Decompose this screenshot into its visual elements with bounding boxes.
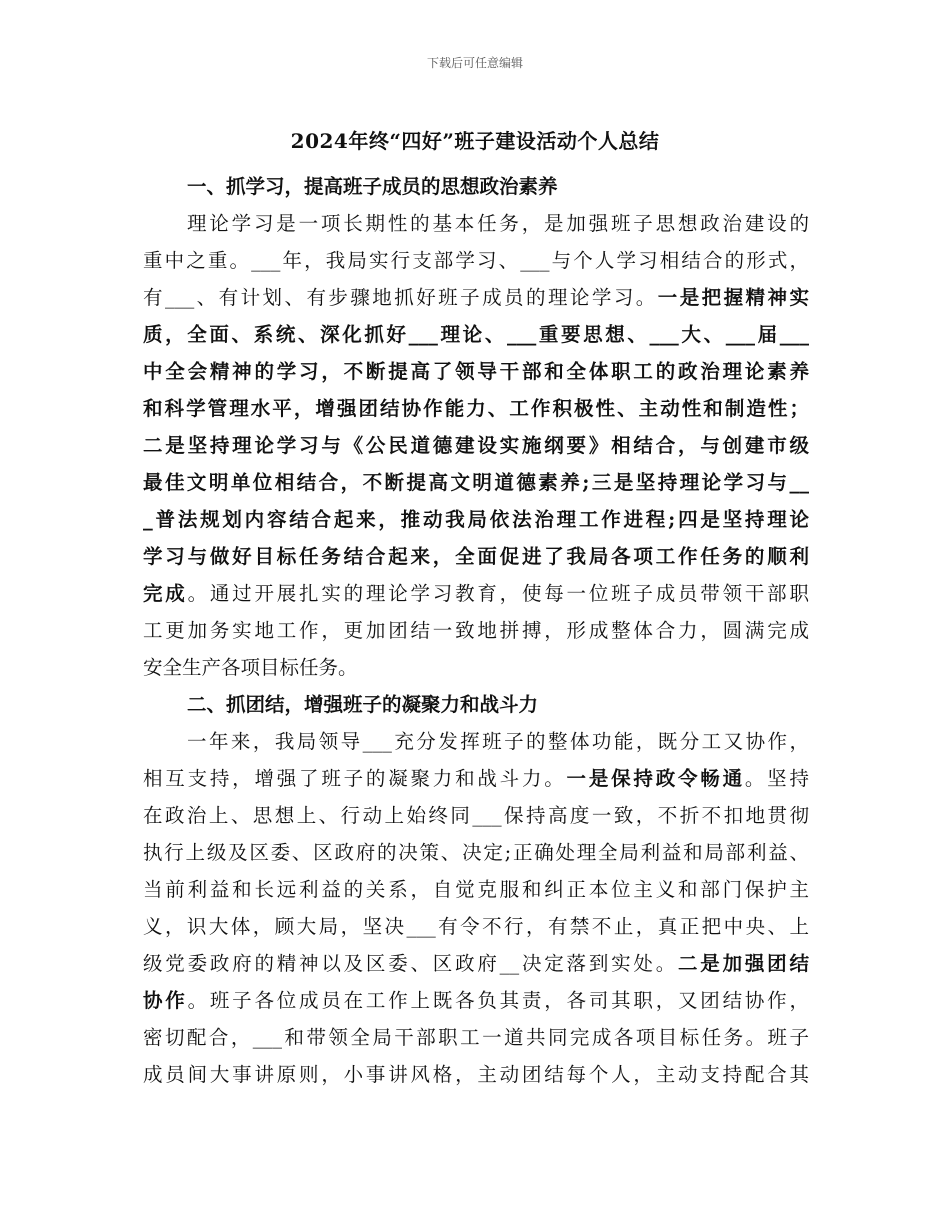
paragraph-line [143, 612, 809, 649]
bold-text-segment: 协作 [143, 989, 188, 1012]
paragraph-line [143, 908, 809, 945]
text-segment: 义，识大体，顾大局，坚决___有令不行，有禁不止，真正把中央、上 [143, 915, 809, 938]
paragraph-line [143, 871, 809, 908]
paragraph-line [143, 242, 809, 279]
text-segment: 执行上级及区委、区政府的决策、决定;正确处理全局利益和局部利益、 [143, 841, 809, 864]
section-heading [143, 168, 809, 205]
text-segment: 工更加务实地工作，更加团结一致地拼搏，形成整体合力，圆满完成 [143, 619, 809, 642]
paragraph-line [143, 538, 809, 575]
text-segment: 密切配合，___和带领全局干部职工一道共同完成各项目标任务。班子 [143, 1026, 809, 1049]
paragraph-line [143, 501, 809, 538]
bold-text-segment: 一是保持政令畅通 [566, 767, 745, 790]
paragraph-line [143, 945, 809, 982]
text-segment: 一年来，我局领导___充分发挥班子的整体功能，既分工又协作， [187, 730, 809, 753]
paragraph-line [143, 390, 809, 427]
text-segment: 。通过开展扎实的理论学习教育，使每一位班子成员带领干部职 [187, 582, 809, 605]
bold-text-segment: 质，全面、系统、深化抓好___理论、___重要思想、___大、___届___ [143, 323, 809, 346]
document-title: 2024年终“四好”班子建设活动个人总结 [290, 129, 660, 153]
paragraph-line [143, 982, 809, 1019]
paragraph-line [143, 427, 809, 464]
document-body [143, 168, 809, 1093]
text-segment: 。坚持 [744, 767, 809, 790]
paragraph-line [143, 760, 809, 797]
section-heading [143, 686, 809, 723]
bold-text-segment: 一是把握精神实 [657, 286, 809, 309]
paragraph-line [143, 464, 809, 501]
paragraph-line [143, 279, 809, 316]
bold-text-segment: 完成 [143, 582, 188, 605]
paragraph-line [143, 723, 809, 760]
paragraph-line [143, 353, 809, 390]
bold-text-segment: _普法规划内容结合起来，推动我局依法治理工作进程;四是坚持理论 [143, 508, 809, 531]
text-segment: 理论学习是一项长期性的基本任务，是加强班子思想政治建设的 [187, 212, 809, 235]
bold-text-segment: 一、抓学习，提高班子成员的思想政治素养 [187, 175, 558, 198]
paragraph-line [143, 649, 809, 686]
paragraph-line [143, 834, 809, 871]
bold-text-segment: 二、抓团结，增强班子的凝聚力和战斗力 [187, 693, 539, 716]
bold-text-segment: 二是加强团结 [678, 952, 809, 975]
text-segment: 当前利益和长远利益的关系，自觉克服和纠正本位主义和部门保护主 [143, 878, 809, 901]
bold-text-segment: 最佳文明单位相结合，不断提高文明道德素养;三是坚持理论学习与__ [143, 471, 809, 494]
text-segment: 在政治上、思想上、行动上始终同___保持高度一致，不折不扣地贯彻 [143, 804, 809, 827]
paragraph-line [143, 1056, 809, 1093]
text-segment: 级党委政府的精神以及区委、区政府__决定落到实处。 [143, 952, 679, 975]
paragraph-line [143, 575, 809, 612]
text-segment: 有___、有计划、有步骤地抓好班子成员的理论学习。 [143, 286, 658, 309]
paragraph-line [143, 316, 809, 353]
text-segment: 成员间大事讲原则，小事讲风格，主动团结每个人，主动支持配合其 [143, 1063, 809, 1086]
paragraph-line [143, 797, 809, 834]
text-segment: 重中之重。___年，我局实行支部学习、___与个人学习相结合的形式， [143, 249, 809, 272]
text-segment: 安全生产各项目标任务。 [143, 656, 358, 679]
page-header: 下载后可任意编辑 [426, 56, 523, 70]
paragraph-line [143, 205, 809, 242]
paragraph-line [143, 1019, 809, 1056]
bold-text-segment: 中全会精神的学习，不断提高了领导干部和全体职工的政治理论素养 [143, 360, 809, 383]
text-segment: 。班子各位成员在工作上既各负其责，各司其职，又团结协作， [187, 989, 809, 1012]
bold-text-segment: 学习与做好目标任务结合起来，全面促进了我局各项工作任务的顺利 [143, 545, 809, 568]
text-segment: 相互支持，增强了班子的凝聚力和战斗力。 [143, 767, 567, 790]
bold-text-segment: 和科学管理水平，增强团结协作能力、工作积极性、主动性和制造性； [143, 397, 809, 420]
bold-text-segment: 二是坚持理论学习与《公民道德建设实施纲要》相结合，与创建市级 [143, 434, 809, 457]
